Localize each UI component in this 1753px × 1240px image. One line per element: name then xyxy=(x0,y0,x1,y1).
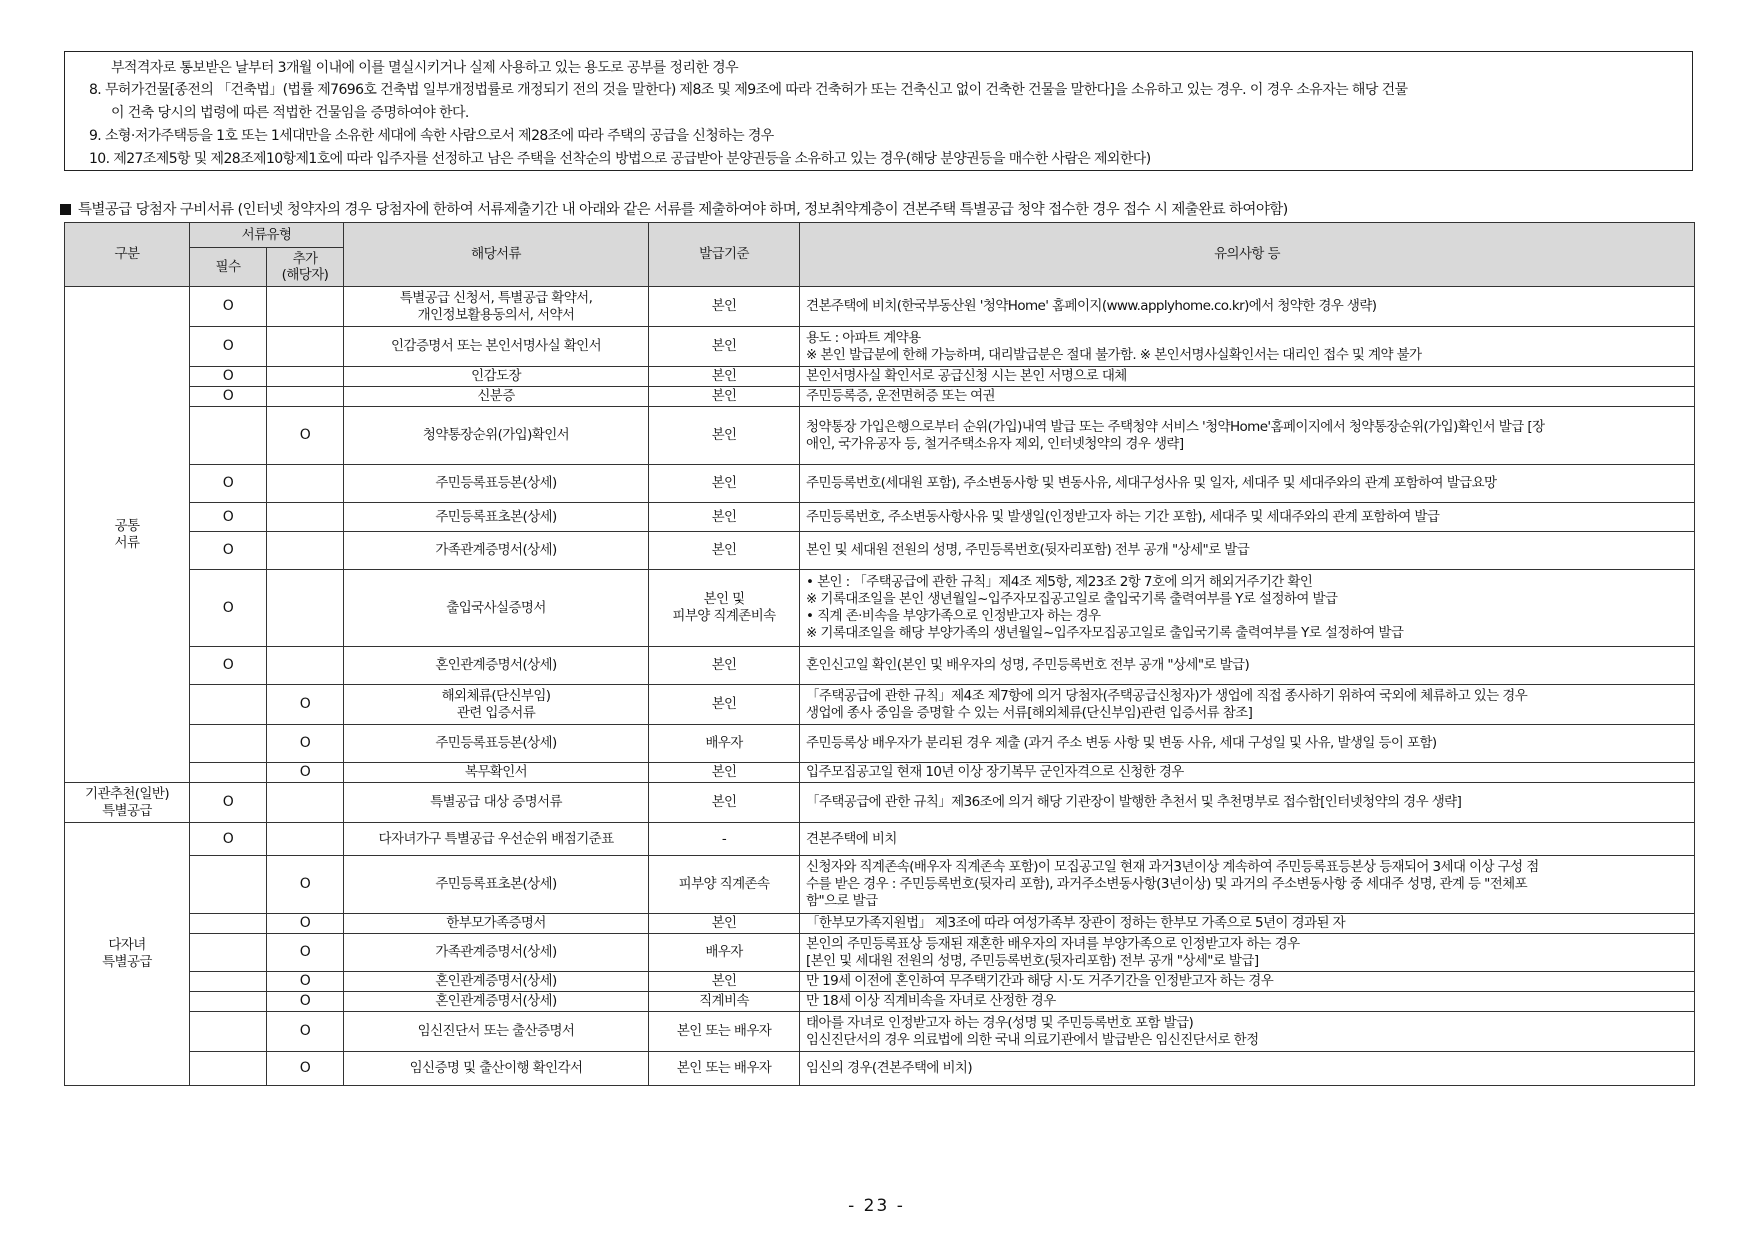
document-cell xyxy=(344,287,649,327)
category-label: 특별공급 xyxy=(102,802,152,819)
required-mark-cell: O xyxy=(190,367,267,387)
document-cell xyxy=(344,532,649,570)
cell-line: - xyxy=(721,830,727,847)
document-cell xyxy=(344,823,649,856)
additional-mark-cell: O xyxy=(267,725,344,763)
cell-line: [본인 및 세대원 전원의 성명, 주민등록번호(뒷자리포함) 전부 공개 "상세"로 발급] xyxy=(806,952,1259,969)
cell-line: 임신의 경우(견본주택에 비치) xyxy=(806,1060,973,1076)
issue-basis-cell xyxy=(649,914,800,934)
cell-line: 본인 또는 배우자 xyxy=(676,1060,772,1076)
table-row xyxy=(65,1012,1695,1052)
issue-basis-cell xyxy=(649,685,800,725)
document-cell xyxy=(344,1052,649,1086)
notes-cell xyxy=(800,992,1695,1012)
category-cell-multichild xyxy=(65,823,190,1086)
required-mark-cell: O xyxy=(190,570,267,647)
cell-line: 본인 xyxy=(711,475,737,491)
table-row xyxy=(65,532,1695,570)
notes-cell xyxy=(800,532,1695,570)
document-cell xyxy=(344,465,649,503)
cell-line: 본인 xyxy=(711,973,737,989)
cell-line: 주민등록증, 운전면허증 또는 여권 xyxy=(806,388,995,404)
cell-line: 본인 xyxy=(711,696,737,712)
cell-line: 인감도장 xyxy=(471,368,521,384)
cell-line: 본인 또는 배우자 xyxy=(676,1023,772,1039)
required-mark-cell xyxy=(190,1012,267,1052)
cell-line: 본인 xyxy=(711,388,737,404)
table-row xyxy=(65,1052,1695,1086)
cell-line: 「주택공급에 관한 규칙」제36조에 의거 해당 기관장이 발행한 추천서 및 추천명부로 접수함[인터넷청약의 경우 생략] xyxy=(806,794,1462,810)
cell-line: 주민등록표초본(상세) xyxy=(435,876,557,892)
category-cell-common xyxy=(65,287,190,783)
header-required: 필수 xyxy=(190,248,267,287)
cell-line: 본인 및 세대원 전원의 성명, 주민등록번호(뒷자리포함) 전부 공개 "상세"로 발급 xyxy=(806,542,1250,558)
notes-cell xyxy=(800,914,1695,934)
table-row xyxy=(65,725,1695,763)
document-cell xyxy=(344,387,649,407)
cell-line: 주민등록표등본(상세) xyxy=(435,475,557,491)
cell-line: 주민등록표초본(상세) xyxy=(435,508,557,525)
document-cell xyxy=(344,327,649,367)
cell-line: 임신진단서의 경우 의료법에 의한 국내 의료기관에서 발급받은 임신진단서로 한정 xyxy=(806,1031,1259,1048)
cell-line: ※ 기록대조일을 해당 부양가족의 생년월일~입주자모집공고일로 출입국기록 출력여부를 Y로 설정하여 발급 xyxy=(806,625,1404,641)
table-row xyxy=(65,992,1695,1012)
required-mark-cell: O xyxy=(190,532,267,570)
cell-line: 견본주택에 비치 xyxy=(806,830,897,847)
issue-basis-cell xyxy=(649,1012,800,1052)
required-mark-cell xyxy=(190,725,267,763)
category-label: 서류 xyxy=(114,534,140,551)
document-cell xyxy=(344,763,649,783)
cell-line: 애인, 국가유공자 등, 철거주택소유자 제외, 인터넷청약의 경우 생략] xyxy=(806,435,1184,452)
issue-basis-cell xyxy=(649,570,800,647)
required-mark-cell: O xyxy=(190,647,267,685)
cell-line: 배우자 xyxy=(705,944,743,960)
issue-basis-cell xyxy=(649,934,800,972)
additional-mark-cell xyxy=(267,823,344,856)
cell-line: 특별공급 신청서, 특별공급 확약서, xyxy=(399,289,593,306)
document-cell xyxy=(344,992,649,1012)
additional-mark-cell: O xyxy=(267,992,344,1012)
cell-line: 만 18세 이상 직계비속을 자녀로 산정한 경우 xyxy=(806,993,1056,1009)
cell-line: 본인 xyxy=(711,508,737,525)
notes-cell xyxy=(800,327,1695,367)
note-line-1: 부적격자로 통보받은 날부터 3개월 이내에 이를 멸실시키거나 실제 사용하고 있는 용도로 공부를 정리한 경우 xyxy=(111,60,739,76)
notes-cell xyxy=(800,570,1695,647)
cell-line: 배우자 xyxy=(705,735,743,751)
cell-line: 주민등록표등본(상세) xyxy=(435,735,557,751)
note-line-3: 이 건축 당시의 법령에 따른 적법한 건물임을 증명하여야 한다. xyxy=(111,105,469,121)
cell-line: 본인서명사실 확인서로 공급신청 시는 본인 서명으로 대체 xyxy=(806,368,1127,384)
cell-line: 피부양 직계존속 xyxy=(678,876,770,892)
additional-mark-cell: O xyxy=(267,856,344,914)
category-label: 기관추천(일반) xyxy=(85,785,169,802)
additional-mark-cell: O xyxy=(267,934,344,972)
cell-line: 혼인관계증명서(상세) xyxy=(435,973,557,989)
required-mark-cell xyxy=(190,407,267,465)
documents-table-body xyxy=(65,287,1695,1086)
prior-notes-box xyxy=(64,51,1693,171)
cell-line: 해외체류(단신부임) xyxy=(441,687,551,704)
issue-basis-cell xyxy=(649,972,800,992)
document-cell xyxy=(344,1012,649,1052)
cell-line: • 직계 존·비속을 부양가족으로 인정받고자 하는 경우 xyxy=(806,608,1101,624)
cell-line: 태아를 자녀로 인정받고자 하는 경우(성명 및 주민등록번호 포함 발급) xyxy=(806,1014,1194,1031)
cell-line: 입주모집공고일 현재 10년 이상 장기복무 군인자격으로 신청한 경우 xyxy=(806,764,1184,780)
document-cell xyxy=(344,367,649,387)
table-row xyxy=(65,287,1695,327)
notes-cell xyxy=(800,685,1695,725)
issue-basis-cell xyxy=(649,367,800,387)
cell-line: 주민등록상 배우자가 분리된 경우 제출 (과거 주소 변동 사항 및 변동 사유, 세대 구성일 및 사유, 발생일 등이 포함) xyxy=(806,735,1437,751)
table-row xyxy=(65,367,1695,387)
additional-mark-cell xyxy=(267,367,344,387)
cell-line: 관련 입증서류 xyxy=(456,704,536,721)
notes-cell xyxy=(800,503,1695,532)
issue-basis-cell xyxy=(649,327,800,367)
table-row xyxy=(65,327,1695,367)
notes-cell xyxy=(800,934,1695,972)
note-line-2: 8. 무허가건물[종전의 「건축법」(법률 제7696호 건축법 일부개정법률로 개정되기 전의 것을 말한다) 제8조 및 제9조에 따라 건축허가 또는 건축신고 없이 건축한 건물을 말한다]을 소유하고 있는 경우. 이 경우 소유자는 해당 건물 xyxy=(89,82,1408,98)
issue-basis-cell xyxy=(649,465,800,503)
cell-line: 「한부모가족지원법」 제3조에 따라 여성가족부 장관이 정하는 한부모 가족으로 5년이 경과된 자 xyxy=(806,915,1346,931)
cell-line: 본인의 주민등록표상 등재된 재혼한 배우자의 자녀를 부양가족으로 인정받고자 하는 경우 xyxy=(806,935,1300,952)
cell-line: 본인 xyxy=(711,298,737,314)
notes-cell xyxy=(800,725,1695,763)
cell-line: 개인정보활용동의서, 서약서 xyxy=(417,306,575,323)
note-line-5: 10. 제27조제5항 및 제28조제10항제1호에 따라 입주자를 선정하고 남은 주택을 선착순의 방법으로 공급받아 분양권등을 소유하고 있는 경우(해당 분양권등을 매수한 사람은 제외한다) xyxy=(89,151,1151,167)
table-row xyxy=(65,934,1695,972)
required-mark-cell xyxy=(190,763,267,783)
required-mark-cell xyxy=(190,1052,267,1086)
category-label: 특별공급 xyxy=(102,954,152,970)
required-mark-cell xyxy=(190,992,267,1012)
issue-basis-cell xyxy=(649,503,800,532)
notes-cell xyxy=(800,1052,1695,1086)
additional-mark-cell xyxy=(267,532,344,570)
table-row xyxy=(65,972,1695,992)
section-title xyxy=(60,198,1288,219)
additional-mark-cell xyxy=(267,465,344,503)
additional-mark-cell xyxy=(267,647,344,685)
notes-cell xyxy=(800,972,1695,992)
issue-basis-cell xyxy=(649,407,800,465)
cell-line: 다자녀가구 특별공급 우선순위 배점기준표 xyxy=(378,830,614,847)
additional-mark-cell xyxy=(267,327,344,367)
cell-line: 한부모가족증명서 xyxy=(446,915,546,931)
notes-cell xyxy=(800,647,1695,685)
document-cell xyxy=(344,856,649,914)
cell-line: 수를 받은 경우 : 주민등록번호(뒷자리 포함), 과거주소변동사항(3년이상) 및 과거의 주소변동사항 중 세대주 성명, 관계 등 "전체포 xyxy=(806,876,1528,892)
header-doc-type: 서류유형 xyxy=(190,223,344,248)
required-mark-cell xyxy=(190,856,267,914)
cell-line: 본인 xyxy=(711,427,737,443)
category-label: 다자녀 xyxy=(108,937,146,953)
additional-mark-cell xyxy=(267,570,344,647)
header-additional: 추가 (해당자) xyxy=(267,248,344,287)
cell-line: 본인 xyxy=(711,542,737,558)
required-mark-cell xyxy=(190,972,267,992)
notes-cell xyxy=(800,856,1695,914)
table-row xyxy=(65,685,1695,725)
cell-line: 특별공급 대상 증명서류 xyxy=(430,794,562,810)
additional-mark-cell xyxy=(267,783,344,823)
additional-mark-cell xyxy=(267,503,344,532)
issue-basis-cell xyxy=(649,1052,800,1086)
document-cell xyxy=(344,647,649,685)
table-row xyxy=(65,823,1695,856)
cell-line: 주민등록번호(세대원 포함), 주소변동사항 및 변동사유, 세대구성사유 및 일자, 세대주 및 세대주와의 관계 포함하여 발급요망 xyxy=(806,475,1497,491)
additional-mark-cell xyxy=(267,287,344,327)
required-mark-cell xyxy=(190,914,267,934)
cell-line: 복무확인서 xyxy=(464,764,528,780)
additional-mark-cell: O xyxy=(267,685,344,725)
cell-line: 생업에 종사 중임을 증명할 수 있는 서류[해외체류(단신부임)관련 입증서류 참조] xyxy=(806,704,1253,721)
document-cell xyxy=(344,685,649,725)
cell-line: 임신진단서 또는 출산증명서 xyxy=(417,1023,575,1039)
additional-mark-cell: O xyxy=(267,972,344,992)
cell-line: 본인 xyxy=(711,368,737,384)
cell-line: 본인 xyxy=(711,915,737,931)
table-row xyxy=(65,647,1695,685)
document-cell xyxy=(344,972,649,992)
header-issue-basis: 발급기준 xyxy=(649,223,800,287)
additional-mark-cell: O xyxy=(267,1012,344,1052)
document-cell xyxy=(344,570,649,647)
issue-basis-cell xyxy=(649,856,800,914)
notes-cell xyxy=(800,783,1695,823)
table-row xyxy=(65,465,1695,503)
additional-mark-cell: O xyxy=(267,763,344,783)
table-row xyxy=(65,503,1695,532)
table-row xyxy=(65,856,1695,914)
note-line-4: 9. 소형·저가주택등을 1호 또는 1세대만을 소유한 세대에 속한 사람으로서 제28조에 따라 주택의 공급을 신청하는 경우 xyxy=(89,128,774,144)
table-row xyxy=(65,407,1695,465)
notes-cell xyxy=(800,1012,1695,1052)
required-mark-cell: O xyxy=(190,387,267,407)
issue-basis-cell xyxy=(649,532,800,570)
cell-line: 본인 xyxy=(711,794,737,810)
header-document: 해당서류 xyxy=(344,223,649,287)
cell-line: 주민등록번호, 주소변동사항사유 및 발생일(인정받고자 하는 기간 포함), 세대주 및 세대주와의 관계 포함하여 발급 xyxy=(806,508,1440,525)
cell-line: 가족관계증명서(상세) xyxy=(435,542,557,558)
notes-cell xyxy=(800,407,1695,465)
category-cell-agency xyxy=(65,783,190,823)
cell-line: ※ 본인 발급분에 한해 가능하며, 대리발급분은 절대 불가함. ※ 본인서명사실확인서는 대리인 접수 및 계약 불가 xyxy=(806,346,1422,363)
cell-line: 견본주택에 비치(한국부동산원 '청약Home' 홈페이지(www.applyhome.co.kr)에서 청약한 경우 생략) xyxy=(806,298,1377,314)
required-mark-cell: O xyxy=(190,503,267,532)
cell-line: 피부양 직계존비속 xyxy=(672,608,776,624)
section-title-text: 특별공급 당첨자 구비서류 (인터넷 청약자의 경우 당첨자에 한하여 서류제출기간 내 아래와 같은 서류를 제출하여야 하며, 정보취약계층이 견본주택 특별공급 청약 접수한 경우 접수 시 제출완료 하여야함) xyxy=(78,202,1288,218)
notes-cell xyxy=(800,287,1695,327)
cell-line: 임신증명 및 출산이행 확인각서 xyxy=(409,1060,583,1076)
cell-line: 청약통장 가입은행으로부터 순위(가입)내역 발급 또는 주택청약 서비스 '청약Home'홈페이지에서 청약통장순위(가입)확인서 발급 [장 xyxy=(806,418,1545,435)
additional-mark-cell: O xyxy=(267,1052,344,1086)
cell-line: 본인 및 xyxy=(703,591,745,607)
notes-cell xyxy=(800,465,1695,503)
cell-line: 만 19세 이전에 혼인하여 무주택기간과 해당 시·도 거주기간을 인정받고자 하는 경우 xyxy=(806,973,1274,989)
issue-basis-cell xyxy=(649,823,800,856)
header-category: 구분 xyxy=(65,223,190,287)
document-cell xyxy=(344,503,649,532)
notes-cell xyxy=(800,367,1695,387)
table-row xyxy=(65,387,1695,407)
issue-basis-cell xyxy=(649,647,800,685)
cell-line: 「주택공급에 관한 규칙」제4조 제7항에 의거 당첨자(주택공급신청자)가 생업에 직접 종사하기 위하여 국외에 체류하고 있는 경우 xyxy=(806,687,1528,704)
notes-cell xyxy=(800,387,1695,407)
notes-cell xyxy=(800,763,1695,783)
table-row xyxy=(65,914,1695,934)
issue-basis-cell xyxy=(649,725,800,763)
required-mark-cell: O xyxy=(190,287,267,327)
required-mark-cell xyxy=(190,934,267,972)
additional-mark-cell: O xyxy=(267,407,344,465)
cell-line: 본인 xyxy=(711,764,737,780)
cell-line: 용도 : 아파트 계약용 xyxy=(806,329,921,346)
table-row xyxy=(65,783,1695,823)
cell-line: 혼인관계증명서(상세) xyxy=(435,657,557,673)
document-cell xyxy=(344,934,649,972)
required-mark-cell: O xyxy=(190,783,267,823)
issue-basis-cell xyxy=(649,783,800,823)
cell-line: 출입국사실증명서 xyxy=(446,599,546,616)
cell-line: 혼인신고일 확인(본인 및 배우자의 성명, 주민등록번호 전부 공개 "상세"로 발급) xyxy=(806,657,1250,673)
cell-line: 본인 xyxy=(711,657,737,673)
cell-line: • 본인 : 「주택공급에 관한 규칙」제4조 제5항, 제23조 2항 7호에 의거 해외거주기간 확인 xyxy=(806,574,1313,590)
cell-line: 함"으로 발급 xyxy=(806,893,878,909)
category-label: 공통 xyxy=(114,517,140,534)
required-mark-cell: O xyxy=(190,327,267,367)
issue-basis-cell xyxy=(649,287,800,327)
additional-mark-cell: O xyxy=(267,914,344,934)
table-row xyxy=(65,763,1695,783)
cell-line: 신청자와 직계존속(배우자 직계존속 포함)이 모집공고일 현재 과거3년이상 계속하여 주민등록표등본상 등재되어 3세대 이상 구성 점 xyxy=(806,859,1539,875)
document-cell xyxy=(344,725,649,763)
document-cell xyxy=(344,783,649,823)
table-row xyxy=(65,570,1695,647)
cell-line: 혼인관계증명서(상세) xyxy=(435,993,557,1009)
header-notes: 유의사항 등 xyxy=(800,223,1695,287)
document-cell xyxy=(344,407,649,465)
page-number: - 23 - xyxy=(848,1196,905,1216)
issue-basis-cell xyxy=(649,763,800,783)
required-mark-cell: O xyxy=(190,823,267,856)
cell-line: 가족관계증명서(상세) xyxy=(435,944,557,960)
square-bullet-icon xyxy=(60,204,71,215)
additional-mark-cell xyxy=(267,387,344,407)
required-mark-cell xyxy=(190,685,267,725)
issue-basis-cell xyxy=(649,387,800,407)
required-mark-cell: O xyxy=(190,465,267,503)
documents-table xyxy=(64,222,1695,1086)
cell-line: ※ 기록대조일을 본인 생년월일~입주자모집공고일로 출입국기록 출력여부를 Y로 설정하여 발급 xyxy=(806,591,1338,607)
cell-line: 신분증 xyxy=(477,388,515,404)
cell-line: 본인 xyxy=(711,338,737,354)
cell-line: 청약통장순위(가입)확인서 xyxy=(422,427,570,443)
cell-line: 인감증명서 또는 본인서명사실 확인서 xyxy=(390,338,602,354)
document-cell xyxy=(344,914,649,934)
issue-basis-cell xyxy=(649,992,800,1012)
notes-cell xyxy=(800,823,1695,856)
cell-line: 직계비속 xyxy=(699,993,749,1009)
